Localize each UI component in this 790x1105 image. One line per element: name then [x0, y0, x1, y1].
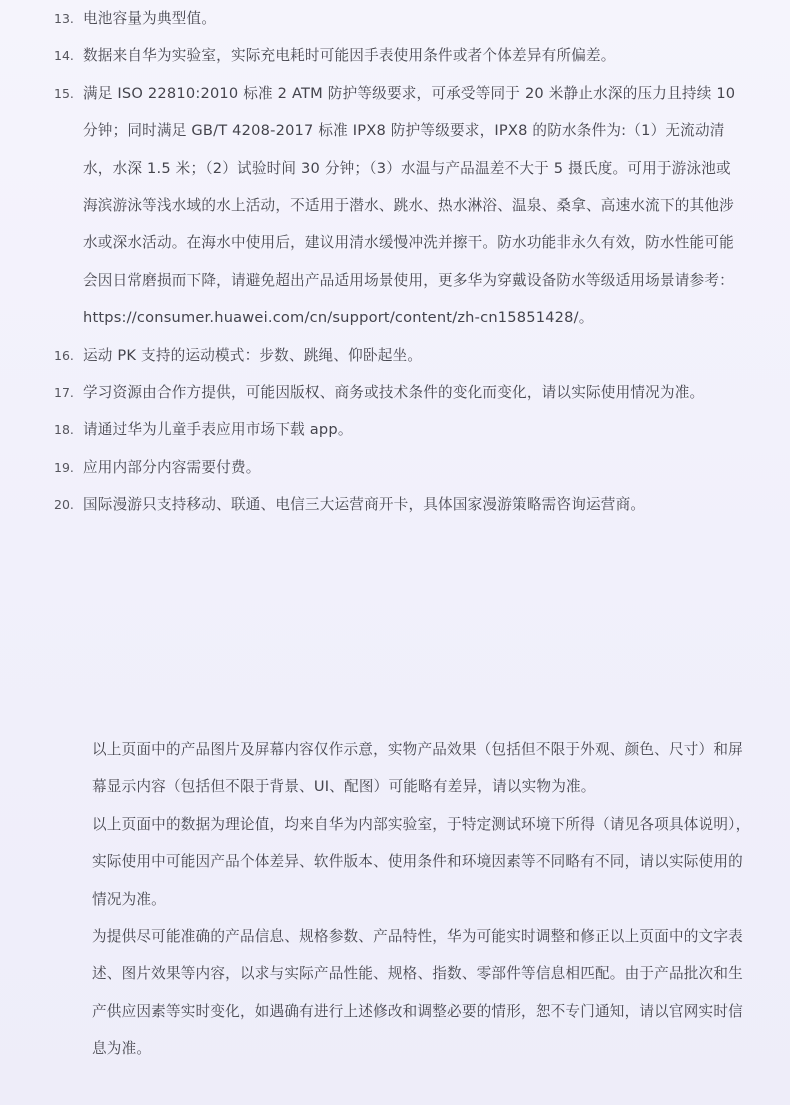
footnote-text: 运动 PK 支持的运动模式：步数、跳绳、仰卧起坐。	[83, 346, 423, 364]
footnote-item	[0, 37, 790, 74]
footnote-text: 应用内部分内容需要付费。	[83, 458, 261, 476]
footnote-item	[0, 0, 790, 37]
footnote-item	[0, 75, 790, 337]
footnote-number: 18.	[54, 422, 74, 438]
footnote-list	[0, 0, 790, 524]
footnote-item	[0, 449, 790, 486]
footnote-text: 国际漫游只支持移动、联通、电信三大运营商开卡，具体国家漫游策略需咨询运营商。	[83, 496, 646, 514]
footnote-number: 19.	[54, 459, 74, 475]
disclaimer-block	[92, 731, 752, 1068]
footnote-number: 17.	[54, 385, 74, 401]
footnote-number: 16.	[54, 347, 74, 363]
footnote-item	[0, 374, 790, 411]
footnote-number: 14.	[54, 48, 74, 64]
footnote-text: 电池容量为典型值。	[83, 10, 217, 27]
footnote-item	[0, 486, 790, 523]
footnote-text: 数据来自华为实验室，实际充电耗时可能因手表使用条件或者个体差异有所偏差。	[83, 47, 616, 65]
footnote-number: 15.	[54, 85, 74, 101]
footnote-text: 请通过华为儿童手表应用市场下载 app。	[83, 421, 353, 439]
footnote-number: 13.	[54, 11, 74, 26]
disclaimer-paragraph: 以上页面中的数据为理论值，均来自华为内部实验室，于特定测试环境下所得（请见各项具体说明），实际使用中可能因产品个体差异、软件版本、使用条件和环境因素等不同略有不同，请以实际使用的情况为准。	[92, 815, 751, 908]
footnote-text: 学习资源由合作方提供，可能因版权、商务或技术条件的变化而变化，请以实际使用情况为准。	[83, 384, 705, 402]
footnote-text: 满足 ISO 22810:2010 标准 2 ATM 防护等级要求，可承受等同于 20 米静止水深的压力且持续 10 分钟；同时满足 GB/T 4208-2017 标准 IPX8 防护等级要求，IPX8 的防水条件为:（1）无流动清水，水深 1.5 米；（2）试验时间 30 分钟；（3）水温与产品温差不大于 5 摄氏度。可用于游泳池或海滨游泳等浅水域的水上活动，不适用于潜水、跳水、热水淋浴、温泉、桑拿、高速水流下的其他涉水或深水活动。在海水中使用后，建议用清水缓慢冲洗并擦干。防水功能非永久有效，防水性能可能会因日常磨损而下降，请避免超出产品适用场景使用，更多华为穿戴设备防水等级适用场景请参考：https://consumer.huawei.com/cn/support/content/zh-cn15851428/。	[83, 84, 736, 327]
footnote-number: 20.	[54, 497, 74, 513]
disclaimer-paragraph: 以上页面中的产品图片及屏幕内容仅作示意，实物产品效果（包括但不限于外观、颜色、尺寸）和屏幕显示内容（包括但不限于背景、UI、配图）可能略有差异，请以实物为准。	[92, 741, 743, 796]
footnote-item	[0, 337, 790, 374]
footnote-item	[0, 411, 790, 448]
disclaimer-paragraph: 为提供尽可能准确的产品信息、规格参数、产品特性，华为可能实时调整和修正以上页面中的文字表述、图片效果等内容，以求与实际产品性能、规格、指数、零部件等信息相匹配。由于产品批次和生产供应因素等实时变化，如遇确有进行上述修改和调整必要的情形，恕不专门通知，请以官网实时信息为准。	[92, 928, 743, 1058]
